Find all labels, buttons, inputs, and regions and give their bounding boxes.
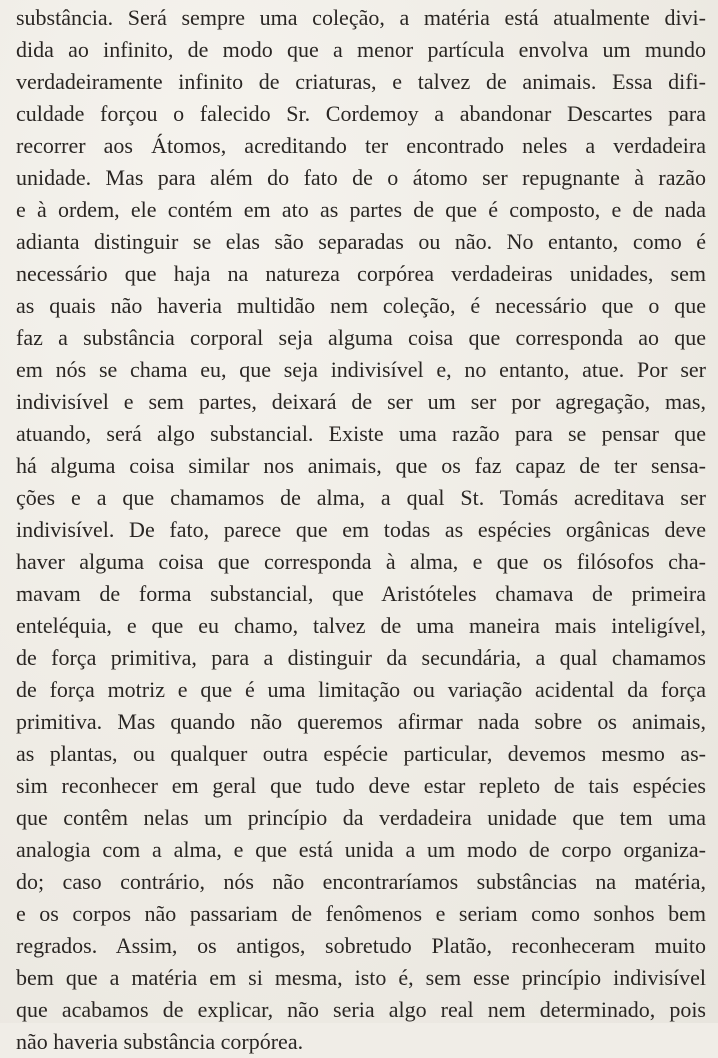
- text-line-3: verdadeiramente infinito de criaturas, e talvez de animais. Essa difi-: [16, 69, 706, 94]
- text-line-15: há alguma coisa similar nos animais, que os faz capaz de ter sensa-: [16, 453, 706, 478]
- body-paragraph: [16, 2, 706, 1058]
- text-line-27: analogia com a alma, e que está unida a um modo de corpo organiza-: [16, 837, 706, 862]
- text-line-2: dida ao infinito, de modo que a menor partícula envolva um mundo: [16, 37, 706, 62]
- text-line-31: bem que a matéria em si mesma, isto é, sem esse princípio indivisível: [16, 965, 706, 990]
- text-line-30: regrados. Assim, os antigos, sobretudo Platão, reconheceram muito: [16, 933, 706, 958]
- text-line-9: necessário que haja na natureza corpórea verdadeiras unidades, sem: [16, 261, 706, 286]
- text-line-11: faz a substância corporal seja alguma coisa que corresponda ao que: [16, 325, 706, 350]
- text-line-6: unidade. Mas para além do fato de o átomo ser repugnante à razão: [16, 165, 706, 190]
- text-line-14: atuando, será algo substancial. Existe uma razão para se pensar que: [16, 421, 706, 446]
- text-line-1: substância. Será sempre uma coleção, a matéria está atualmente divi-: [16, 5, 706, 30]
- text-line-12: em nós se chama eu, que seja indivisível e, no entanto, atue. Por ser: [16, 357, 706, 382]
- text-line-25: sim reconhecer em geral que tudo deve estar repleto de tais espécies: [16, 773, 706, 798]
- text-line-18: haver alguma coisa que corresponda à alma, e que os filósofos cha-: [16, 549, 706, 574]
- text-line-17: indivisível. De fato, parece que em todas as espécies orgânicas deve: [16, 517, 706, 542]
- text-line-33: não haveria substância corpórea.: [16, 1029, 304, 1054]
- text-line-13: indivisível e sem partes, deixará de ser um ser por agregação, mas,: [16, 389, 706, 414]
- text-line-21: de força primitiva, para a distinguir da secundária, a qual chamamos: [16, 645, 706, 670]
- text-line-4: culdade forçou o falecido Sr. Cordemoy a abandonar Descartes para: [16, 101, 706, 126]
- text-line-29: e os corpos não passariam de fenômenos e seriam como sonhos bem: [16, 901, 706, 926]
- text-line-26: que contêm nelas um princípio da verdadeira unidade que tem uma: [16, 805, 706, 830]
- text-line-8: adianta distinguir se elas são separadas ou não. No entanto, como é: [16, 229, 706, 254]
- text-line-5: recorrer aos Átomos, acreditando ter encontrado neles a verdadeira: [16, 133, 706, 158]
- text-line-22: de força motriz e que é uma limitação ou variação acidental da força: [16, 677, 706, 702]
- text-line-32: que acabamos de explicar, não seria algo real nem determinado, pois: [16, 997, 706, 1022]
- text-line-20: enteléquia, e que eu chamo, talvez de uma maneira mais inteligível,: [16, 613, 706, 638]
- text-line-24: as plantas, ou qualquer outra espécie particular, devemos mesmo as-: [16, 741, 706, 766]
- text-line-16: ções e a que chamamos de alma, a qual St. Tomás acreditava ser: [16, 485, 706, 510]
- text-line-28: do; caso contrário, nós não encontraríamos substâncias na matéria,: [16, 869, 706, 894]
- text-line-19: mavam de forma substancial, que Aristóteles chamava de primeira: [16, 581, 706, 606]
- text-line-7: e à ordem, ele contém em ato as partes de que é composto, e de nada: [16, 197, 706, 222]
- text-line-10: as quais não haveria multidão nem coleção, é necessário que o que: [16, 293, 706, 318]
- text-line-23: primitiva. Mas quando não queremos afirmar nada sobre os animais,: [16, 709, 706, 734]
